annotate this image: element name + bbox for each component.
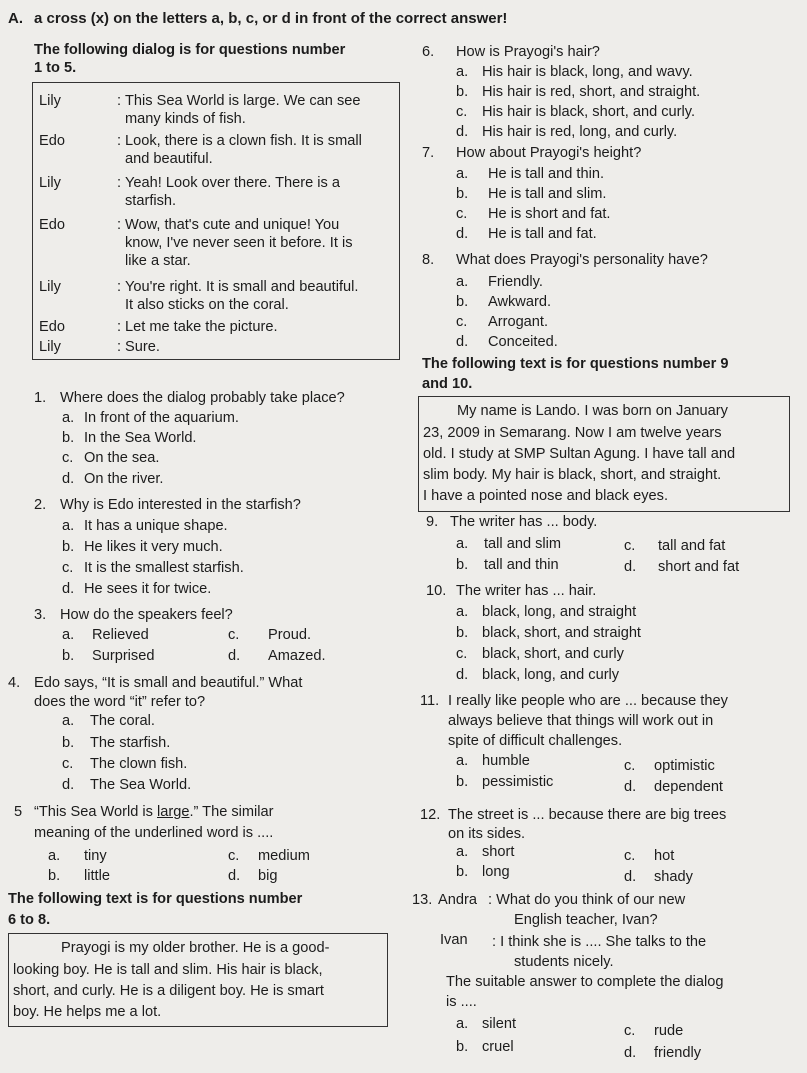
option-6d[interactable]: d. His hair is red, long, and curly. — [456, 124, 678, 140]
reading-text-line: short, and curly. He is a diligent boy. He is smart — [13, 983, 324, 999]
option-11b[interactable]: b. pessimistic — [456, 774, 554, 790]
separator: : — [117, 319, 122, 335]
question-10 — [426, 583, 597, 601]
speaker: Edo — [39, 133, 65, 149]
question-text: is .... — [446, 994, 477, 1010]
option-3b[interactable]: b. Surprised — [62, 648, 155, 664]
separator: : — [117, 339, 122, 355]
dialog-text: Yeah! Look over there. There is a — [125, 175, 340, 191]
separator: : — [117, 175, 122, 191]
option-6c[interactable]: c. His hair is black, short, and curly. — [456, 104, 696, 120]
question-text: on its sides. — [448, 826, 526, 842]
question-number: 6. — [422, 44, 435, 60]
question-text: How do the speakers feel? — [60, 607, 233, 623]
separator: : — [117, 93, 122, 109]
reading-text-line: 23, 2009 in Semarang. Now I am twelve years — [423, 425, 722, 441]
question-number: 1. — [34, 390, 47, 406]
option-11c[interactable]: c. optimistic — [624, 758, 715, 774]
option-10a[interactable]: a. black, long, and straight — [456, 604, 637, 620]
text-intro-6-8-line1: The following text is for questions number — [8, 891, 303, 907]
dialog-text: Sure. — [125, 339, 160, 355]
option-1b[interactable]: b. In the Sea World. — [62, 430, 197, 446]
dialog-intro-line2: 1 to 5. — [34, 60, 77, 76]
reading-text-line: My name is Lando. I was born on January — [457, 403, 728, 419]
question-text: What does Prayogi's personality have? — [456, 252, 708, 268]
speaker: Lily — [39, 175, 61, 191]
option-3a[interactable]: a. Relieved — [62, 627, 149, 643]
dialog-text: You're right. It is small and beautiful. — [125, 279, 359, 295]
question-text: meaning of the underlined word is .... — [34, 825, 274, 841]
option-4c[interactable]: c. The clown fish. — [62, 756, 188, 772]
option-9a[interactable]: a. tall and slim — [456, 536, 562, 552]
option-5d[interactable]: d. big — [228, 868, 278, 884]
question-2 — [34, 497, 301, 515]
option-3d[interactable]: d. Amazed. — [228, 648, 326, 664]
speaker: Lily — [39, 339, 61, 355]
option-12d[interactable]: d. shady — [624, 869, 693, 885]
separator: : — [117, 217, 122, 233]
question-number: 9. — [426, 514, 439, 530]
question-text: The writer has ... hair. — [456, 583, 597, 599]
dialog-text: many kinds of fish. — [125, 111, 246, 127]
reading-text-line: boy. He helps me a lot. — [13, 1004, 162, 1020]
option-12a[interactable]: a. short — [456, 844, 515, 860]
question-text: The street is ... because there are big trees — [448, 807, 727, 823]
dialog-text: know, I've never seen it before. It is — [125, 235, 353, 251]
option-2d[interactable]: d. He sees it for twice. — [62, 581, 212, 597]
option-5a[interactable]: a. tiny — [48, 848, 107, 864]
reading-text-line: looking boy. He is tall and slim. His hair is black, — [13, 962, 323, 978]
question-8 — [422, 252, 708, 270]
question-number: 13. — [412, 892, 433, 908]
dialog-text: starfish. — [125, 193, 177, 209]
question-text: “This Sea World is large.” The similar — [34, 804, 274, 820]
option-2c[interactable]: c. It is the smallest starfish. — [62, 560, 244, 576]
question-text: The suitable answer to complete the dialog — [446, 974, 724, 990]
reading-text-box-1 — [8, 933, 388, 1027]
reading-text-line: slim body. My hair is black, short, and straight. — [423, 467, 722, 483]
option-13a[interactable]: a. silent — [456, 1016, 517, 1032]
option-4b[interactable]: b. The starfish. — [62, 735, 171, 751]
question-number: 2. — [34, 497, 47, 513]
option-2a[interactable]: a. It has a unique shape. — [62, 518, 228, 534]
option-1a[interactable]: a. In front of the aquarium. — [62, 410, 239, 426]
option-8c[interactable]: c. Arrogant. — [456, 314, 549, 330]
option-7c[interactable]: c. He is short and fat. — [456, 206, 611, 222]
text-intro-6-8-line2: 6 to 8. — [8, 912, 51, 928]
question-text: : What do you think of our new — [488, 892, 686, 908]
option-5c[interactable]: c. medium — [228, 848, 310, 864]
question-3 — [34, 607, 233, 625]
option-6a[interactable]: a. His hair is black, long, and wavy. — [456, 64, 693, 80]
dialog-text: Wow, that's cute and unique! You — [125, 217, 340, 233]
option-4a[interactable]: a. The coral. — [62, 713, 155, 729]
question-7 — [422, 145, 642, 163]
question-text: How is Prayogi's hair? — [456, 44, 600, 60]
section-letter: A. — [8, 10, 23, 27]
option-10b[interactable]: b. black, short, and straight — [456, 625, 641, 641]
question-text: does the word “it” refer to? — [34, 694, 206, 710]
question-9 — [426, 514, 598, 532]
text-intro-9-10-line2: and 10. — [422, 376, 473, 392]
option-10d[interactable]: d. black, long, and curly — [456, 667, 620, 683]
dialog-speaker: Andra — [438, 892, 477, 908]
question-number: 11. — [420, 693, 440, 709]
question-number: 7. — [422, 145, 435, 161]
question-11 — [420, 693, 728, 749]
reading-text-line: Prayogi is my older brother. He is a good- — [61, 940, 330, 956]
dialog-text: like a star. — [125, 253, 191, 269]
option-8d[interactable]: d. Conceited. — [456, 334, 558, 350]
question-number: 4. — [8, 675, 21, 691]
option-4d[interactable]: d. The Sea World. — [62, 777, 192, 793]
dialog-speaker: Ivan — [440, 932, 468, 948]
option-9c[interactable]: c. tall and fat — [624, 538, 726, 554]
option-12b[interactable]: b. long — [456, 864, 510, 880]
dialog-box — [32, 82, 400, 360]
separator: : — [117, 133, 122, 149]
question-6 — [422, 44, 600, 62]
question-number: 3. — [34, 607, 47, 623]
option-6b[interactable]: b. His hair is red, short, and straight. — [456, 84, 701, 100]
option-1d[interactable]: d. On the river. — [62, 471, 164, 487]
option-8a[interactable]: a. Friendly. — [456, 274, 543, 290]
question-text: Edo says, “It is small and beautiful.” What — [34, 675, 303, 691]
reading-text-line: I have a pointed nose and black eyes. — [423, 488, 669, 504]
option-13c[interactable]: c. rude — [624, 1023, 684, 1039]
dialog-text: This Sea World is large. We can see — [125, 93, 361, 109]
question-number: 10. — [426, 583, 447, 599]
reading-text-box-2 — [418, 396, 790, 512]
option-8b[interactable]: b. Awkward. — [456, 294, 551, 310]
option-7b[interactable]: b. He is tall and slim. — [456, 186, 607, 202]
question-text: I really like people who are ... because they — [448, 693, 728, 709]
question-text: spite of difficult challenges. — [448, 733, 623, 749]
question-text: English teacher, Ivan? — [514, 912, 658, 928]
dialog-text: and beautiful. — [125, 151, 213, 167]
option-3c[interactable]: c. Proud. — [228, 627, 311, 643]
section-instruction: a cross (x) on the letters a, b, c, or d in front of the correct answer! — [34, 10, 508, 27]
option-7d[interactable]: d. He is tall and fat. — [456, 226, 597, 242]
option-10c[interactable]: c. black, short, and curly — [456, 646, 624, 662]
question-number: 5 — [14, 804, 23, 820]
question-13 — [412, 892, 724, 1010]
option-2b[interactable]: b. He likes it very much. — [62, 539, 223, 555]
question-text: How about Prayogi's height? — [456, 145, 642, 161]
question-text: The writer has ... body. — [450, 514, 598, 530]
speaker: Edo — [39, 319, 65, 335]
option-9b[interactable]: b. tall and thin — [456, 557, 559, 573]
underlined-word: large — [157, 804, 190, 820]
speaker: Lily — [39, 279, 61, 295]
question-4 — [8, 675, 303, 710]
question-5 — [14, 804, 274, 841]
option-11a[interactable]: a. humble — [456, 753, 530, 769]
option-11d[interactable]: d. dependent — [624, 779, 723, 795]
dialog-text: Let me take the picture. — [125, 319, 278, 335]
text-intro-9-10-line1: The following text is for questions number 9 — [422, 356, 729, 372]
option-13b[interactable]: b. cruel — [456, 1039, 514, 1055]
question-text: Where does the dialog probably take place? — [60, 390, 345, 406]
dialog-text: It also sticks on the coral. — [125, 297, 289, 313]
reading-text-line: old. I study at SMP Sultan Agung. I have tall and — [423, 446, 736, 462]
speaker: Lily — [39, 93, 61, 109]
option-9d[interactable]: d. short and fat — [624, 559, 740, 575]
question-text: Why is Edo interested in the starfish? — [60, 497, 301, 513]
option-13d[interactable]: d. friendly — [624, 1045, 702, 1061]
question-text: students nicely. — [514, 954, 614, 970]
question-12 — [420, 807, 727, 842]
option-7a[interactable]: a. He is tall and thin. — [456, 166, 605, 182]
option-1c[interactable]: c. On the sea. — [62, 450, 160, 466]
option-5b[interactable]: b. little — [48, 868, 110, 884]
question-1 — [34, 390, 345, 408]
question-number: 12. — [420, 807, 441, 823]
question-text: always believe that things will work out in — [448, 713, 714, 729]
dialog-text: Look, there is a clown fish. It is small — [125, 133, 362, 149]
speaker: Edo — [39, 217, 65, 233]
question-number: 8. — [422, 252, 435, 268]
question-text: : I think she is .... She talks to the — [492, 934, 707, 950]
dialog-intro-line1: The following dialog is for questions number — [34, 42, 346, 58]
separator: : — [117, 279, 122, 295]
option-12c[interactable]: c. hot — [624, 848, 675, 864]
